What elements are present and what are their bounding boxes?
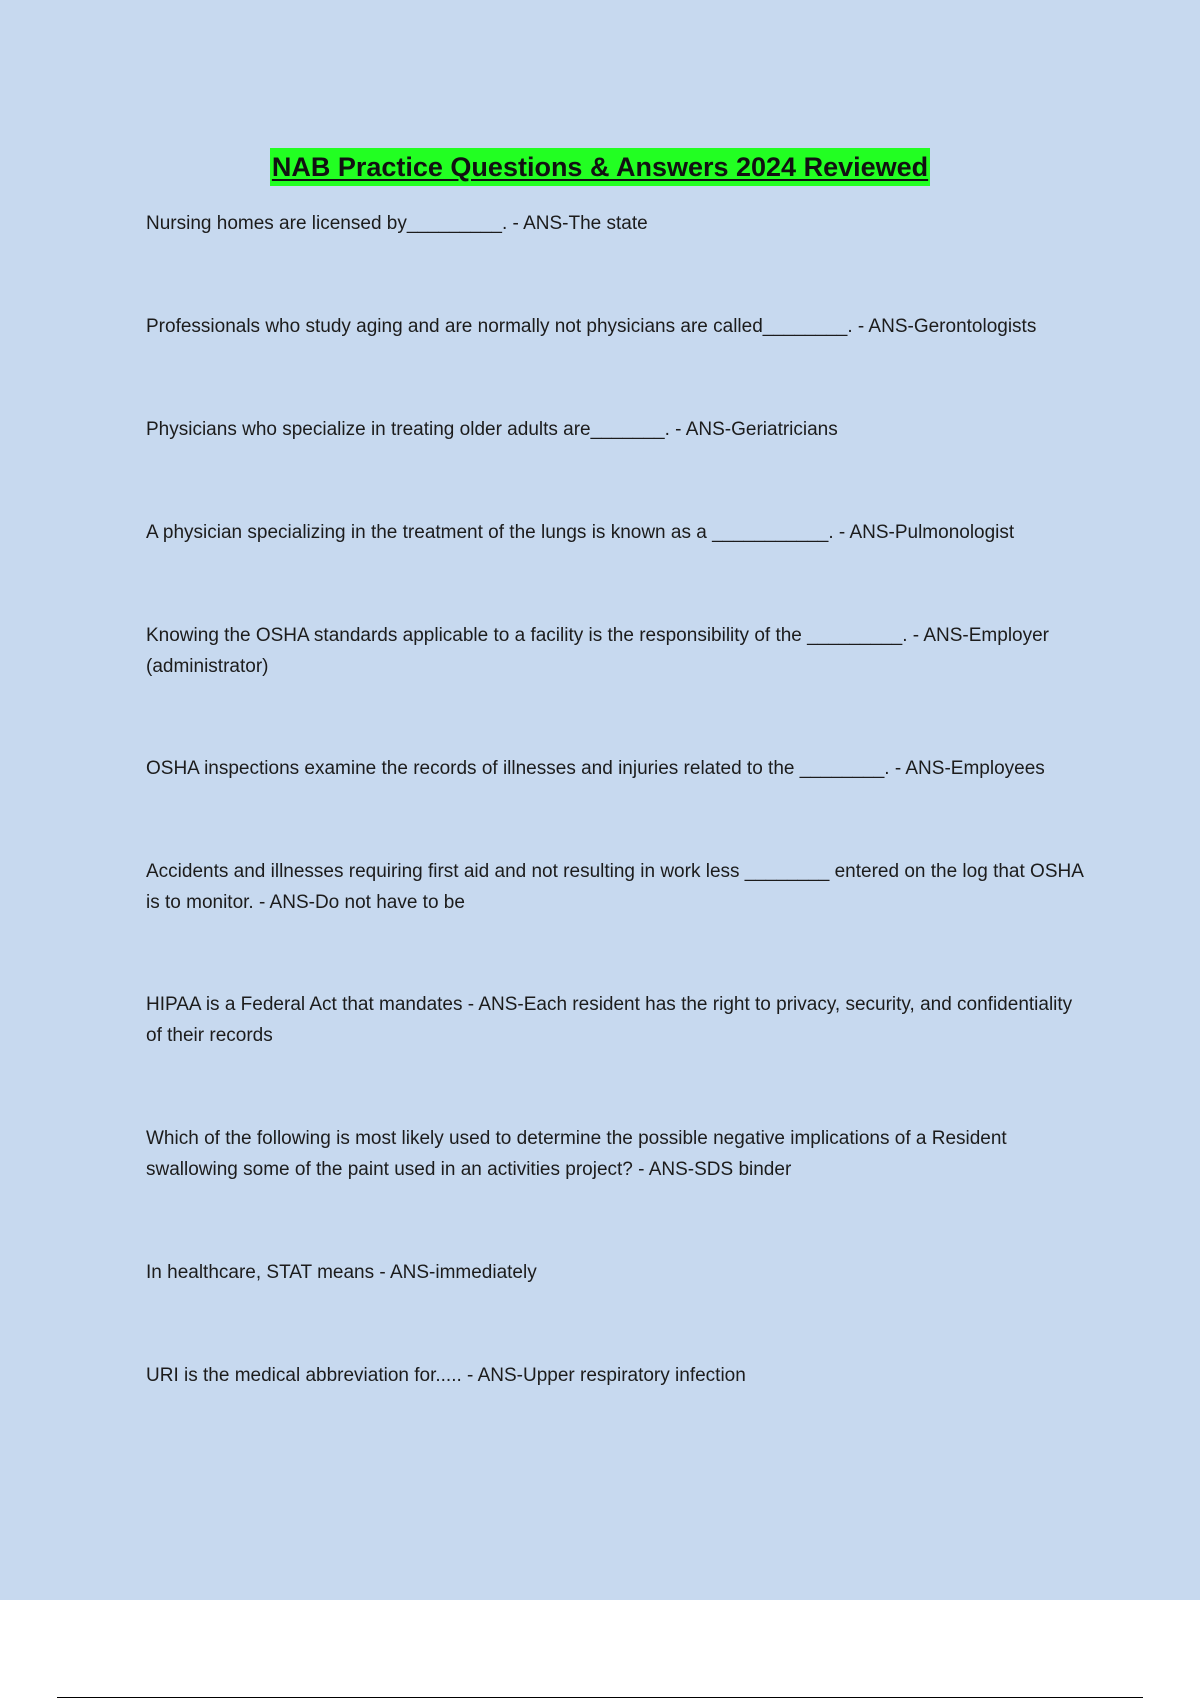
title-container: [0, 148, 1200, 186]
qa-item: Accidents and illnesses requiring first aid and not resulting in work less ________ entered on the log that OSHA is to monitor. - ANS-Do not have to be: [146, 861, 1083, 913]
qa-item: OSHA inspections examine the records of illnesses and injuries related to the ________. - ANS-Employees: [146, 758, 1045, 779]
qa-item: Knowing the OSHA standards applicable to a facility is the responsibility of the _________. - ANS-Employer (administrator): [146, 625, 1050, 677]
qa-item: URI is the medical abbreviation for..... - ANS-Upper respiratory infection: [146, 1365, 746, 1386]
qa-item: In healthcare, STAT means - ANS-immediately: [146, 1262, 537, 1283]
document-title: NAB Practice Questions & Answers 2024 Reviewed: [270, 148, 930, 186]
qa-item: HIPAA is a Federal Act that mandates - ANS-Each resident has the right to privacy, security, and confidentiality of their records: [146, 994, 1073, 1046]
footer-rule: [57, 1697, 1143, 1698]
qa-item: Which of the following is most likely used to determine the possible negative implications of a Resident swallowing some of the paint used in an activities project? - ANS-SDS binder: [146, 1128, 1007, 1180]
qa-item: A physician specializing in the treatment of the lungs is known as a ___________. - ANS-Pulmonologist: [146, 522, 1015, 543]
qa-item: Physicians who specialize in treating older adults are_______. - ANS-Geriatricians: [146, 419, 838, 440]
qa-item: Nursing homes are licensed by_________. - ANS-The state: [146, 213, 648, 234]
qa-item: Professionals who study aging and are normally not physicians are called________. - ANS-Gerontologists: [146, 316, 1037, 337]
